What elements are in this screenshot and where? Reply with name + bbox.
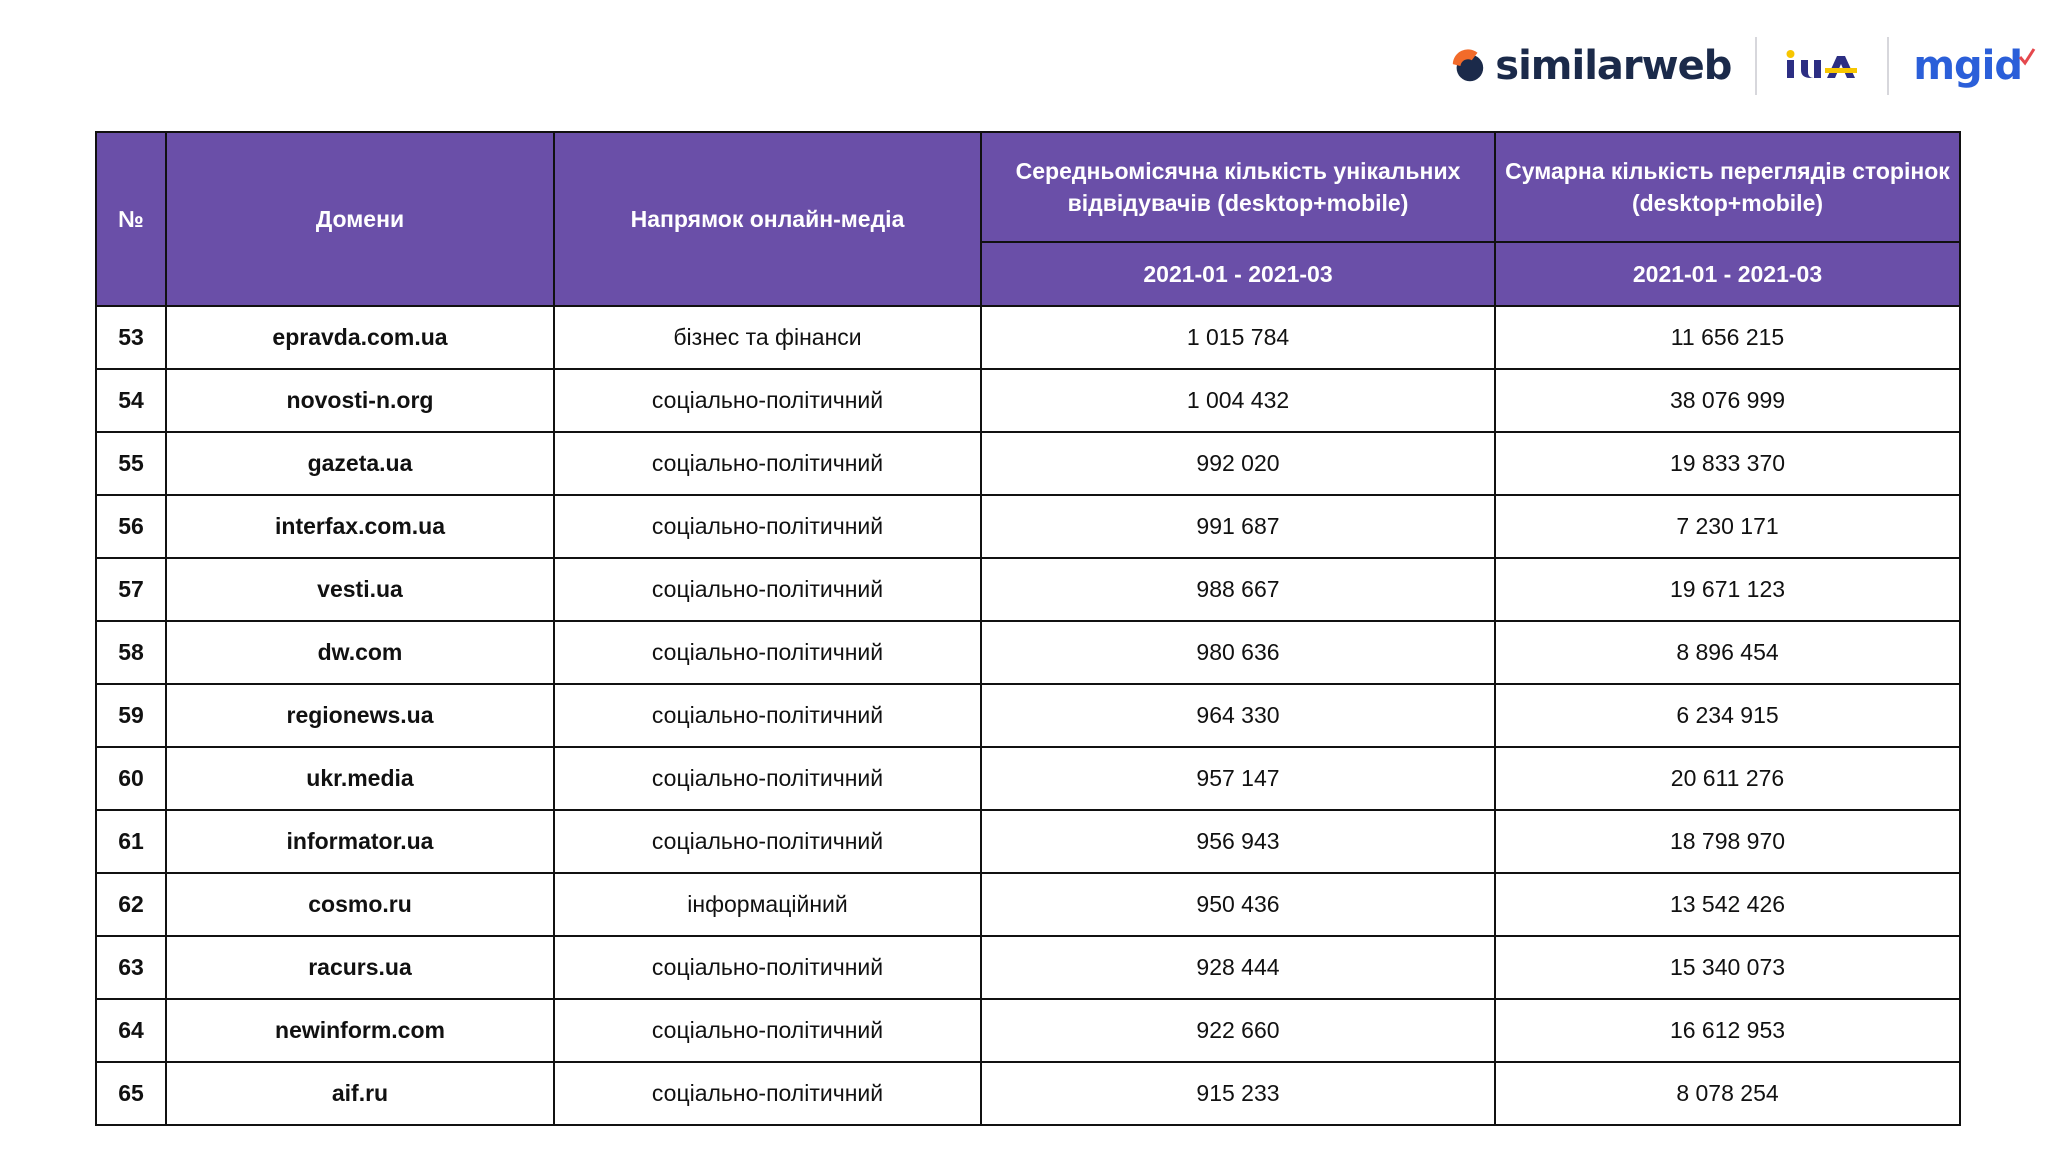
table-row [96,810,1960,873]
cell-pageviews: 15 340 073 [1495,936,1960,999]
cell-visitors: 956 943 [981,810,1495,873]
cell-number: 55 [96,432,166,495]
cell-number: 57 [96,558,166,621]
cell-direction: соціально-політичний [554,684,981,747]
table-row [96,621,1960,684]
table-row [96,747,1960,810]
cell-domain: newinform.com [166,999,554,1062]
cell-direction: соціально-політичний [554,999,981,1062]
cell-pageviews: 16 612 953 [1495,999,1960,1062]
cell-domain: dw.com [166,621,554,684]
similarweb-logo [1449,34,1731,98]
cell-number: 61 [96,810,166,873]
cell-number: 65 [96,1062,166,1125]
table-row [96,432,1960,495]
cell-visitors: 928 444 [981,936,1495,999]
cell-visitors: 915 233 [981,1062,1495,1125]
header-pageviews: Сумарна кількість переглядів сторінок (desktop+mobile) [1495,132,1960,242]
cell-domain: interfax.com.ua [166,495,554,558]
cell-visitors: 922 660 [981,999,1495,1062]
cell-domain: cosmo.ru [166,873,554,936]
cell-domain: gazeta.ua [166,432,554,495]
cell-direction: бізнес та фінанси [554,306,981,369]
cell-pageviews: 19 671 123 [1495,558,1960,621]
header-domain: Домени [166,132,554,306]
cell-pageviews: 7 230 171 [1495,495,1960,558]
cell-direction: соціально-політичний [554,1062,981,1125]
cell-direction: соціально-політичний [554,558,981,621]
header-period-pageviews: 2021-01 - 2021-03 [1495,242,1960,306]
cell-number: 53 [96,306,166,369]
cell-number: 60 [96,747,166,810]
cell-domain: vesti.ua [166,558,554,621]
cell-direction: інформаційний [554,873,981,936]
cell-pageviews: 13 542 426 [1495,873,1960,936]
cell-direction: соціально-політичний [554,810,981,873]
cell-direction: соціально-політичний [554,495,981,558]
table-row [96,936,1960,999]
table-row [96,558,1960,621]
cell-direction: соціально-політичний [554,936,981,999]
cell-number: 63 [96,936,166,999]
table-row [96,1062,1960,1125]
header-period-visitors: 2021-01 - 2021-03 [981,242,1495,306]
media-ranking-table [95,131,1961,1126]
cell-domain: regionews.ua [166,684,554,747]
cell-number: 59 [96,684,166,747]
cell-number: 56 [96,495,166,558]
ua-logo [1781,34,1863,98]
cell-direction: соціально-політичний [554,432,981,495]
cell-visitors: 957 147 [981,747,1495,810]
cell-visitors: 988 667 [981,558,1495,621]
cell-direction: соціально-політичний [554,369,981,432]
cell-visitors: 964 330 [981,684,1495,747]
cell-number: 58 [96,621,166,684]
header-direction: Напрямок онлайн-медіа [554,132,981,306]
cell-direction: соціально-політичний [554,621,981,684]
header-number: № [96,132,166,306]
table-row [96,369,1960,432]
cell-domain: novosti-n.org [166,369,554,432]
cell-pageviews: 8 896 454 [1495,621,1960,684]
table-row [96,306,1960,369]
similarweb-mark-icon [1449,47,1487,85]
cell-visitors: 991 687 [981,495,1495,558]
table-row [96,495,1960,558]
cell-domain: epravda.com.ua [166,306,554,369]
cell-pageviews: 18 798 970 [1495,810,1960,873]
similarweb-wordmark: similarweb [1495,43,1732,89]
cell-number: 62 [96,873,166,936]
cell-pageviews: 38 076 999 [1495,369,1960,432]
cell-visitors: 1 015 784 [981,306,1495,369]
mgid-wordmark: mgid [1913,43,2022,89]
cell-direction: соціально-політичний [554,747,981,810]
table-row [96,873,1960,936]
cell-domain: racurs.ua [166,936,554,999]
cell-pageviews: 20 611 276 [1495,747,1960,810]
cell-visitors: 950 436 [981,873,1495,936]
cell-pageviews: 6 234 915 [1495,684,1960,747]
logo-divider [1887,37,1889,95]
table-row [96,684,1960,747]
mgid-logo [1913,34,2036,98]
cell-domain: informator.ua [166,810,554,873]
partner-logos [1449,34,2036,98]
cell-number: 64 [96,999,166,1062]
cell-visitors: 1 004 432 [981,369,1495,432]
cell-visitors: 992 020 [981,432,1495,495]
cell-visitors: 980 636 [981,621,1495,684]
cell-domain: ukr.media [166,747,554,810]
cell-number: 54 [96,369,166,432]
cell-domain: aif.ru [166,1062,554,1125]
mgid-check-icon [2018,45,2036,69]
table-row [96,999,1960,1062]
cell-pageviews: 19 833 370 [1495,432,1960,495]
cell-pageviews: 11 656 215 [1495,306,1960,369]
logo-divider [1755,37,1757,95]
ua-logo-icon [1781,46,1863,86]
header-visitors: Середньомісячна кількість унікальних відвідувачів (desktop+mobile) [981,132,1495,242]
cell-pageviews: 8 078 254 [1495,1062,1960,1125]
